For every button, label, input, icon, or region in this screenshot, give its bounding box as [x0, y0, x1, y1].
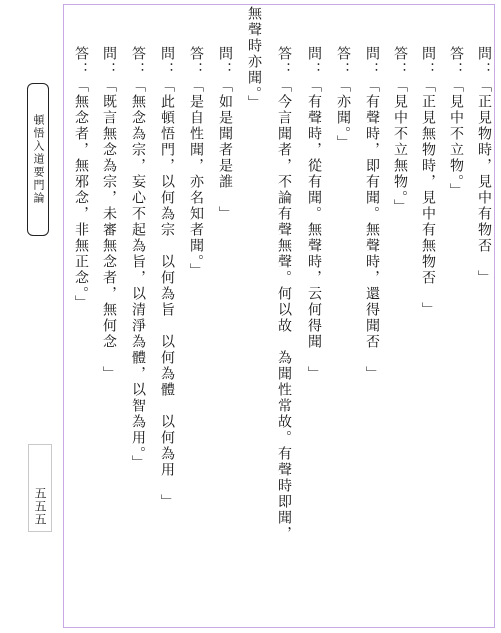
text-column: 問：「有聲時，從有聞。無聲時，云何得聞 」 [306, 46, 322, 382]
page-number: 五五五 [33, 487, 47, 526]
text-column: 問：「此頓悟門，以何為宗 以何為旨 以何為體 以何為用 」 [159, 46, 175, 510]
book-title: 頓悟入道要門論 [32, 114, 45, 205]
text-column: 答：「見中不立無物。」 [392, 46, 408, 215]
text-column: 問：「既言無念為宗，未審無念者，無何念 」 [101, 46, 117, 382]
text-column: 答：「今言聞者，不論有聲無聲。何以故 為聞性常故。有聲時即聞， [276, 46, 292, 542]
text-column: 問：「如是聞者是誰 」 [217, 46, 233, 222]
text-column: 無聲時亦聞。」 [246, 6, 262, 111]
text-column: 答：「無念為宗，妄心不起為旨，以清淨為體，以智為用。」 [130, 46, 146, 471]
book-title-box [27, 83, 49, 236]
text-column: 答：「是自性聞，亦名知者聞。」 [188, 46, 204, 279]
text-column: 答：「見中不立物。」 [448, 46, 464, 199]
text-column: 答：「亦聞。」 [335, 46, 351, 151]
text-column: 問：「正見無物時，見中有無物否 」 [420, 46, 436, 318]
text-column: 答：「無念者，無邪念，非無正念。」 [73, 46, 89, 311]
page-number-box [28, 444, 52, 532]
text-column: 問：「有聲時，即有聞。無聲時，還得聞否 」 [364, 46, 380, 382]
text-column: 問：「正見物時，見中有物否 」 [476, 46, 492, 286]
